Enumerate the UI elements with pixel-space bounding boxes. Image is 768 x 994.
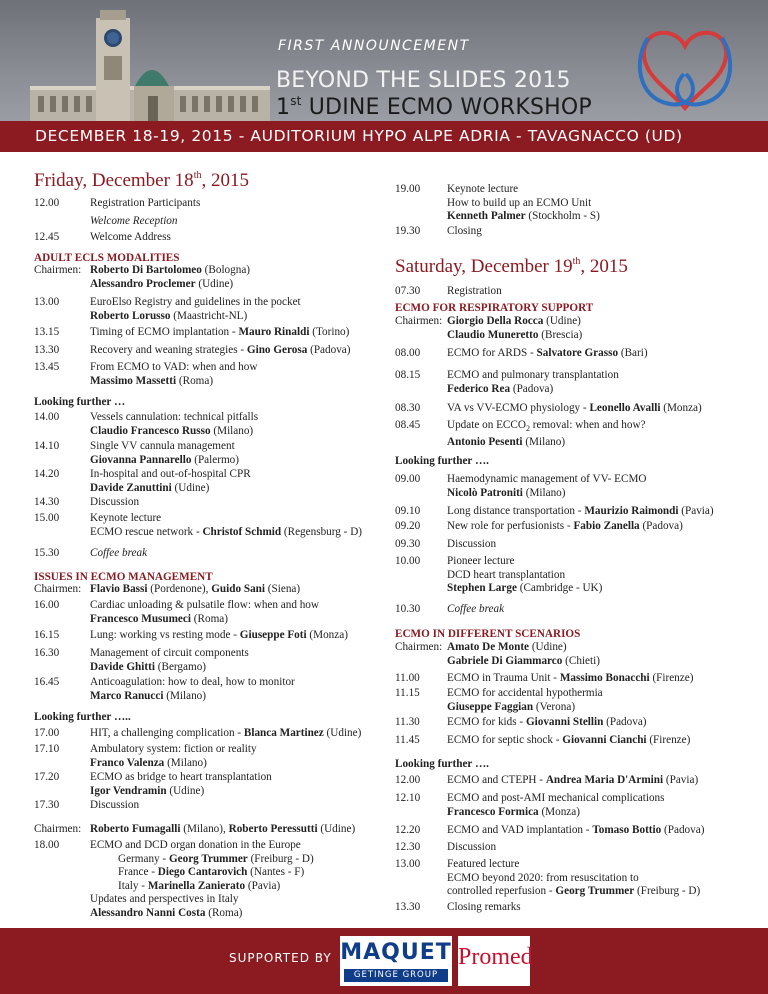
date-venue-band: DECEMBER 18-19, 2015 - AUDITORIUM HYPO ALPE ADRIA - TAVAGNACCO (UD) [0,121,768,152]
event-title: BEYOND THE SLIDES 2015 [276,68,571,93]
header-banner [0,0,768,121]
getinge-group-text: GETINGE GROUP [344,969,448,982]
saturday-heading: Saturday, December 19th, 2015 [395,256,628,277]
friday-heading: Friday, December 18th, 2015 [34,170,249,191]
section-heading: ECMO FOR RESPIRATORY SUPPORT [395,302,594,314]
heart-ecmo-logo [630,18,740,118]
maquet-logo [340,936,452,986]
looking-further-label: Looking further …. [395,455,489,467]
looking-further-label: Looking further …. [395,758,489,770]
looking-further-label: Looking further ….. [34,711,131,723]
section-heading: ADULT ECLS MODALITIES [34,252,180,264]
looking-further-label: Looking further … [34,396,126,408]
town-hall-illustration [30,8,270,121]
event-subtitle: 1st UDINE ECMO WORKSHOP [276,94,592,120]
section-heading: ECMO IN DIFFERENT SCENARIOS [395,628,581,640]
announcement-label: FIRST ANNOUNCEMENT [278,38,470,54]
sponsor-footer [0,928,768,994]
supported-by-label: SUPPORTED BY [229,951,332,965]
promed-logo-text: Promed [458,944,533,970]
promed-logo [458,936,533,986]
section-heading: ISSUES IN ECMO MANAGEMENT [34,571,213,583]
maquet-logo-text: MAQUET [340,940,452,965]
